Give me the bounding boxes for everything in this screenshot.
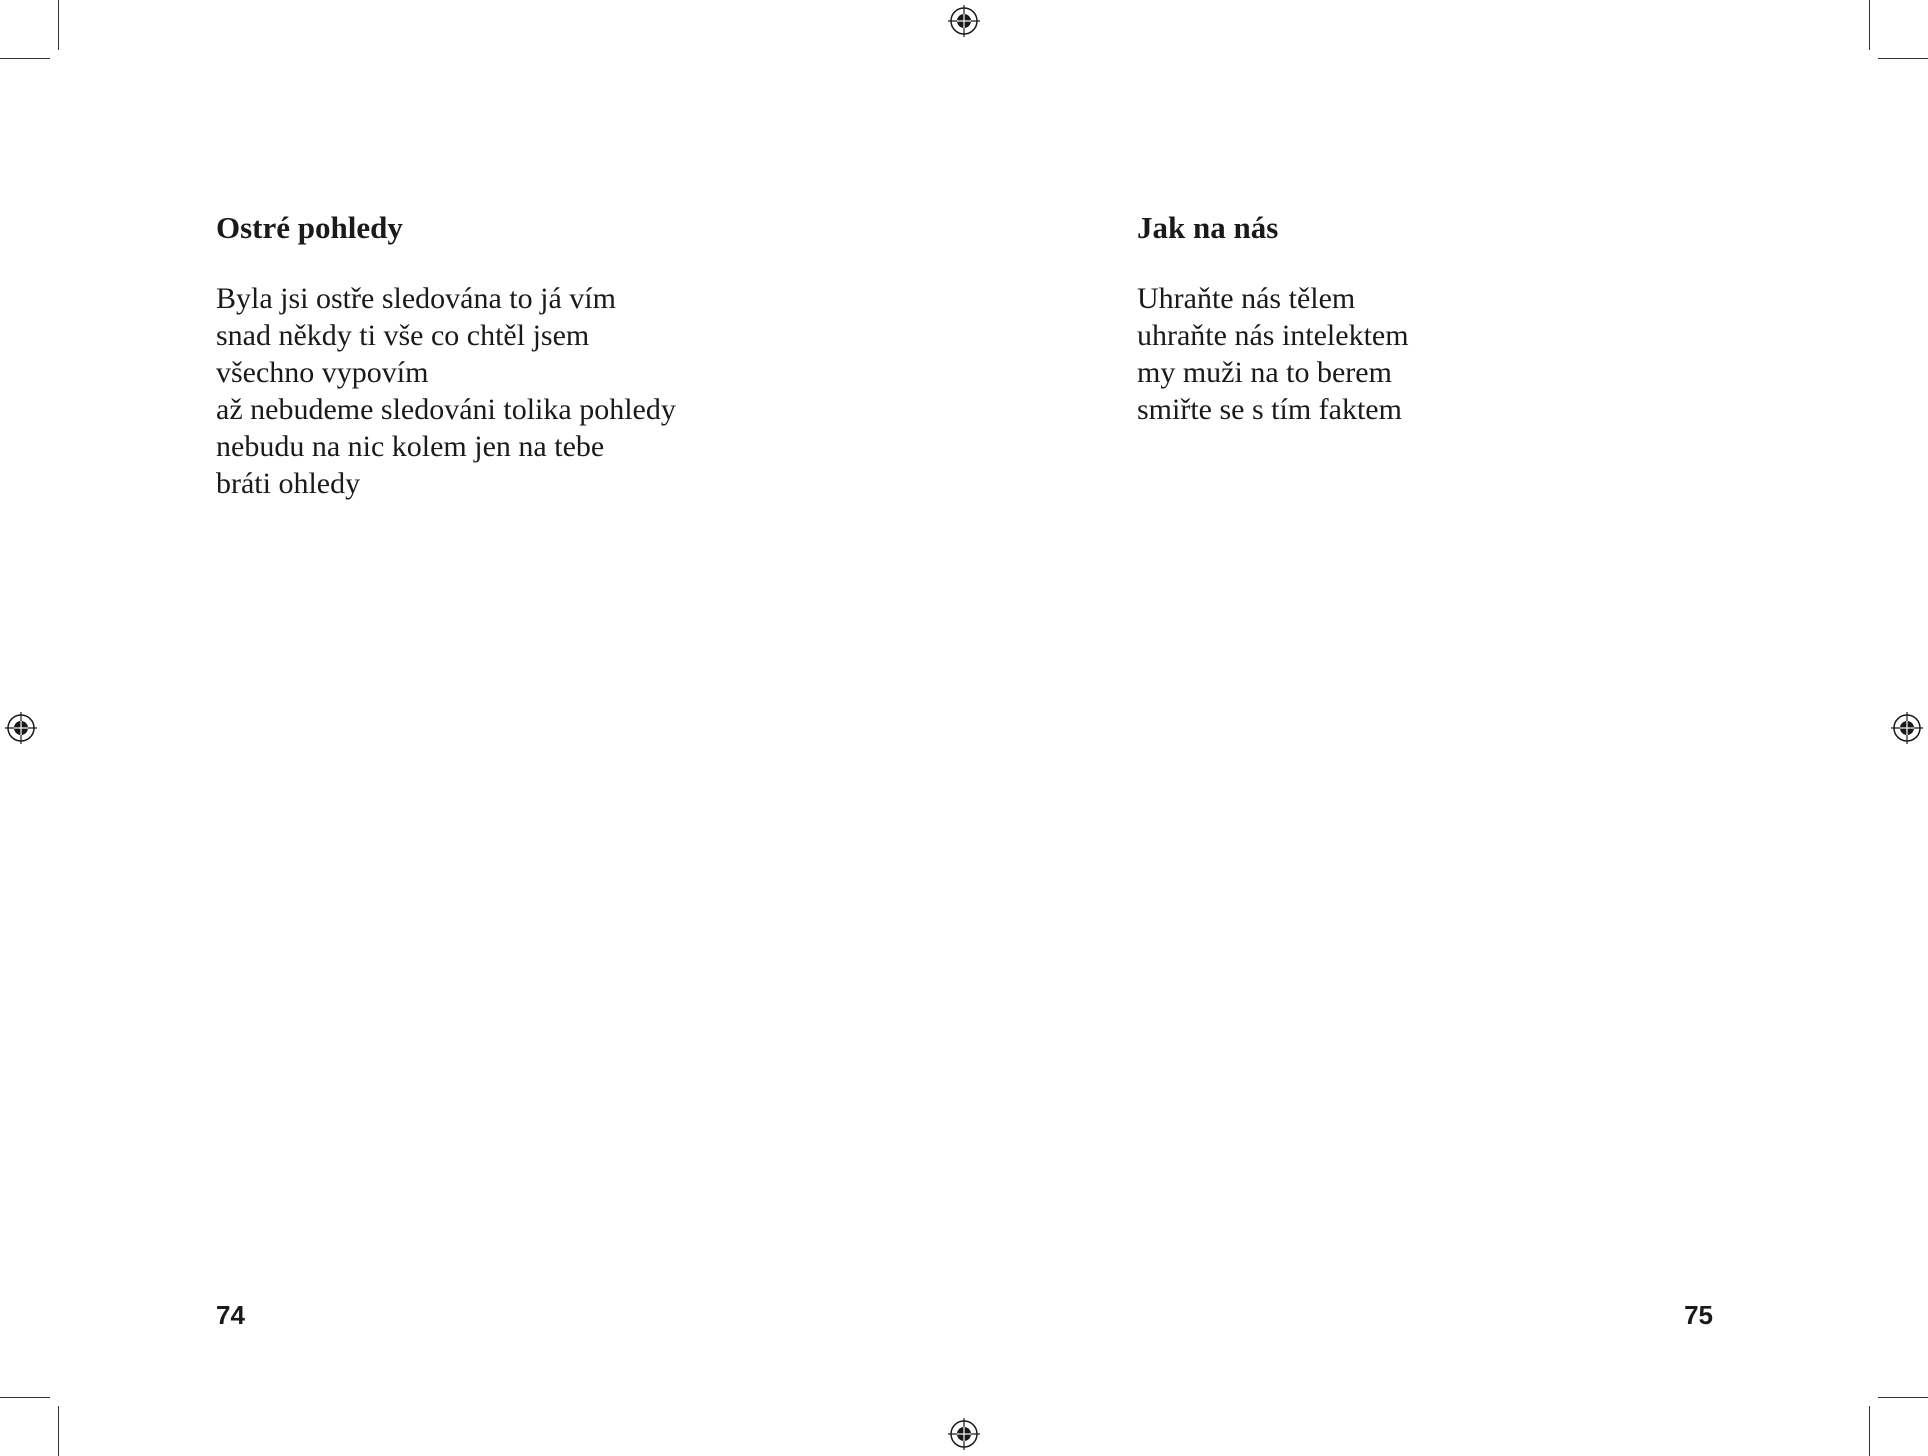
- right-page: [964, 0, 1928, 1456]
- poem-line: Uhraňte nás tělem: [1137, 282, 1356, 315]
- registration-target-icon: [947, 4, 981, 38]
- registration-target-icon: [1890, 711, 1924, 745]
- poem-line: uhraňte nás intelektem: [1137, 319, 1409, 352]
- poem-line: Byla jsi ostře sledována to já vím: [216, 282, 616, 315]
- poem-lines: [1137, 280, 1409, 428]
- crop-mark-bottom-right-horizontal: [1878, 1397, 1928, 1398]
- crop-mark-bottom-left-vertical: [58, 1406, 59, 1456]
- crop-mark-top-right-vertical: [1869, 0, 1870, 50]
- page-number-left: 74: [216, 1300, 245, 1330]
- poem-line: až nebudeme sledováni tolika pohledy: [216, 393, 676, 426]
- poem-jak-na-nas: [1137, 208, 1409, 428]
- poem-line: snad někdy ti vše co chtěl jsem: [216, 319, 590, 352]
- poem-line: my muži na to berem: [1137, 356, 1392, 389]
- crop-mark-bottom-right-vertical: [1869, 1406, 1870, 1456]
- poem-title: Ostré pohledy: [216, 210, 403, 245]
- poem-line: bráti ohledy: [216, 467, 361, 500]
- registration-target-icon: [947, 1417, 981, 1451]
- crop-mark-top-right-horizontal: [1878, 58, 1928, 59]
- poem-ostre-pohledy: [216, 208, 676, 502]
- registration-target-icon: [4, 711, 38, 745]
- poem-lines: [216, 280, 676, 502]
- crop-mark-top-left-vertical: [58, 0, 59, 50]
- poem-line: smiřte se s tím faktem: [1137, 393, 1402, 426]
- page-number-right: 75: [1684, 1300, 1713, 1330]
- crop-mark-top-left-horizontal: [0, 58, 50, 59]
- poem-line: nebudu na nic kolem jen na tebe: [216, 430, 605, 463]
- crop-mark-bottom-left-horizontal: [0, 1397, 50, 1398]
- poem-title: Jak na nás: [1137, 210, 1279, 245]
- poem-line: všechno vypovím: [216, 356, 429, 389]
